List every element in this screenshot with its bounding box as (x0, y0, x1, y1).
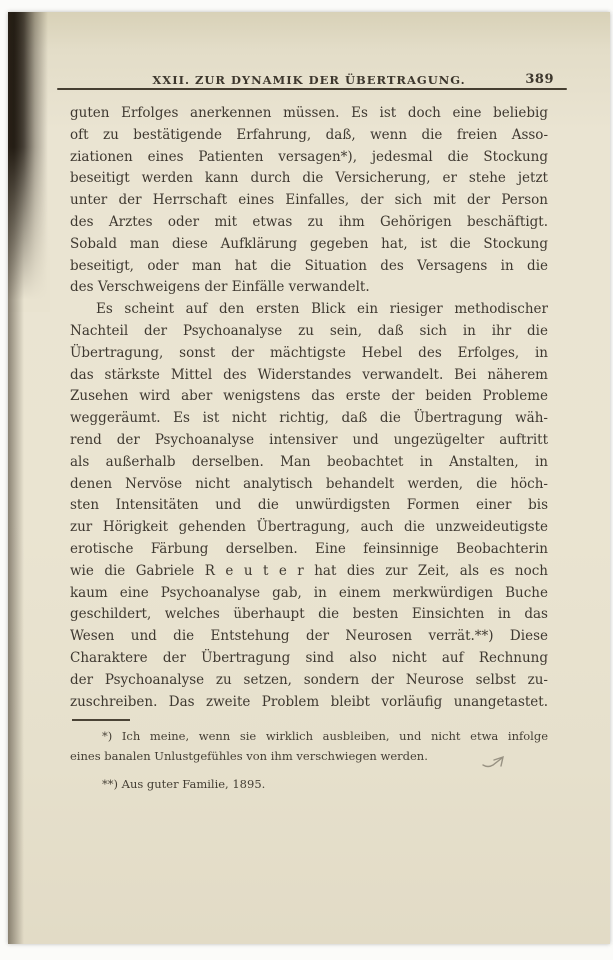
text-line: rend der Psychoanalyse intensiver und ungezügelter auftritt (70, 431, 548, 448)
pencil-mark-icon (480, 750, 514, 770)
text-line: das stärkste Mittel des Widerstandes verwandelt. Bei näherem (70, 366, 548, 383)
body-text (70, 103, 548, 713)
text-line: kaum eine Psychoanalyse gab, in einem merkwürdigen Buche (70, 584, 548, 601)
text-line: erotische Färbung derselben. Eine feinsinnige Beobachterin (70, 540, 548, 557)
text-line: des Verschweigens der Einfälle verwandelt. (70, 279, 370, 296)
text-line: zuschreiben. Das zweite Problem bleibt vorläufig unangetastet. (70, 693, 548, 710)
page-number: 389 (525, 72, 554, 87)
text-line: beseitigt werden kann durch die Versicherung, er stehe jetzt (70, 170, 548, 187)
text-line: denen Nervöse nicht analytisch behandelt werden, die höch- (70, 475, 548, 492)
text-line: der Psychoanalyse zu setzen, sondern der Neurose selbst zu- (70, 671, 548, 688)
text-line: Es scheint auf den ersten Blick ein riesiger methodischer (96, 301, 548, 318)
text-line: wie die Gabriele R e u t e r hat dies zur Zeit, als es noch (70, 562, 548, 579)
text-line: unter der Herrschaft eines Einfalles, der sich mit der Person (70, 192, 548, 209)
footnote-1 (70, 727, 548, 766)
text-line: eines banalen Unlustgefühles von ihm verschwiegen werden. (70, 748, 428, 763)
paragraph-1 (70, 103, 548, 299)
text-line: zur Hörigkeit gehenden Übertragung, auch die unzweideutigste (70, 519, 548, 536)
text-line: als außerhalb derselben. Man beobachtet in Anstalten, in (70, 453, 548, 470)
text-line: weggeräumt. Es ist nicht richtig, daß die Übertragung wäh- (70, 410, 548, 427)
text-line: oft zu bestätigende Erfahrung, daß, wenn die freien Asso- (70, 126, 548, 143)
text-line: des Arztes oder mit etwas zu ihm Gehörigen beschäftigt. (70, 213, 548, 230)
footnotes (70, 727, 548, 795)
footnote-2 (70, 775, 548, 795)
text-line: Charaktere der Übertragung sind also nicht auf Rechnung (70, 649, 548, 666)
text-line: Zusehen wird aber wenigstens das erste der beiden Probleme (70, 388, 548, 405)
paragraph-2 (70, 299, 548, 713)
footnote-rule (72, 719, 130, 721)
text-line: Nachteil der Psychoanalyse zu sein, daß sich in ihr die (70, 322, 548, 339)
text-line: Übertragung, sonst der mächtigste Hebel des Erfolges, in (70, 344, 548, 361)
text-line: Wesen und die Entstehung der Neurosen verrät.**) Diese (70, 628, 548, 645)
footnote-2-text: **) Aus guter Familie, 1895. (102, 777, 266, 791)
page-edge-shadow-side (8, 12, 24, 944)
text-line: sten Intensitäten und die unwürdigsten Formen einer bis (70, 497, 548, 514)
chapter-title: XXII. ZUR DYNAMIK DER ÜBERTRAGUNG. (152, 73, 466, 87)
header-rule (57, 88, 567, 90)
text-line: beseitigt, oder man hat die Situation des Versagens in die (70, 257, 548, 274)
book-page (8, 12, 610, 944)
text-line: geschildert, welches überhaupt die besten Einsichten in das (70, 606, 548, 623)
text-line: Sobald man diese Aufklärung gegeben hat, ist die Stockung (70, 235, 548, 252)
text-line: *) Ich meine, wenn sie wirklich ausbleiben, und nicht etwa infolge (102, 729, 548, 743)
text-line: ziationen eines Patienten versagen*), jedesmal die Stockung (70, 148, 548, 165)
text-line: guten Erfolges anerkennen müssen. Es ist doch eine beliebig (70, 105, 548, 121)
